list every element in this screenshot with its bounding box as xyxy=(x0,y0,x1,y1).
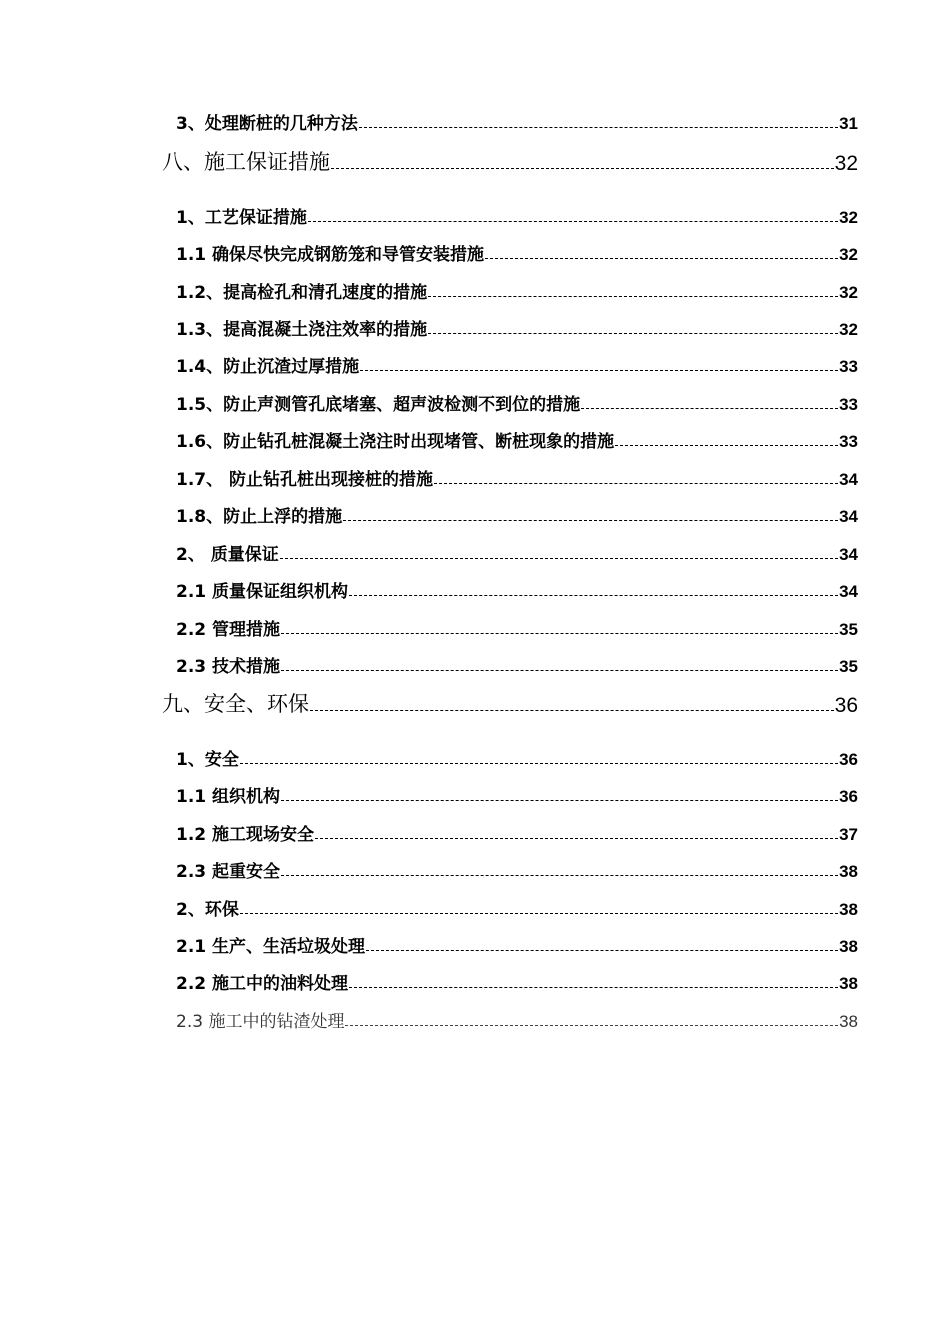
toc-entry-page-number: 33 xyxy=(839,395,858,414)
toc-entry-title: 1.5、防止声测管孔底堵塞、超声波检测不到位的措施 xyxy=(176,395,581,415)
toc-dot-leader xyxy=(281,633,838,634)
toc-entry[interactable] xyxy=(176,821,858,845)
toc-entry[interactable] xyxy=(176,933,858,957)
toc-entry[interactable] xyxy=(176,616,858,640)
toc-entry-page-number: 38 xyxy=(839,974,858,993)
toc-entry-title: 2.2 施工中的油料处理 xyxy=(176,974,349,994)
toc-entry-title: 九、安全、环保 xyxy=(162,692,309,716)
toc-entry[interactable] xyxy=(176,241,858,265)
toc-entry-title: 2.3 施工中的钻渣处理 xyxy=(176,1012,345,1032)
toc-dot-leader xyxy=(281,670,838,671)
toc-entry[interactable] xyxy=(176,896,858,920)
toc-entry[interactable] xyxy=(176,783,858,807)
toc-entry[interactable] xyxy=(176,1008,858,1032)
toc-entry-page-number: 32 xyxy=(839,208,858,227)
toc-entry-page-number: 34 xyxy=(839,582,858,601)
toc-entry-page-number: 31 xyxy=(839,114,858,133)
toc-entry-page-number: 38 xyxy=(839,900,858,919)
toc-entry-title: 2.1 质量保证组织机构 xyxy=(176,582,349,602)
toc-entry-page-number: 36 xyxy=(834,694,858,717)
toc-entry-page-number: 34 xyxy=(839,545,858,564)
toc-entry-title: 2.1 生产、生活垃圾处理 xyxy=(176,937,366,957)
toc-entry[interactable] xyxy=(176,746,858,770)
toc-entry-title: 2.2 管理措施 xyxy=(176,620,281,640)
toc-entry[interactable] xyxy=(176,316,858,340)
toc-entry[interactable] xyxy=(176,858,858,882)
toc-dot-leader xyxy=(581,408,838,409)
toc-entry[interactable] xyxy=(176,428,858,452)
toc-entry[interactable] xyxy=(176,466,858,490)
toc-entry-page-number: 36 xyxy=(839,750,858,769)
toc-entry-page-number: 38 xyxy=(839,862,858,881)
toc-dot-leader xyxy=(359,127,838,128)
toc-entry-title: 1.1 组织机构 xyxy=(176,787,281,807)
toc-entry[interactable] xyxy=(176,578,858,602)
toc-entry-page-number: 36 xyxy=(839,787,858,806)
toc-entry[interactable] xyxy=(176,204,858,228)
toc-dot-leader xyxy=(343,520,838,521)
toc-entry[interactable] xyxy=(162,690,858,718)
toc-entry-title: 2.3 起重安全 xyxy=(176,862,281,882)
toc-entry-title: 2.3 技术措施 xyxy=(176,657,281,677)
toc-dot-leader xyxy=(615,445,838,446)
toc-dot-leader xyxy=(331,168,834,169)
toc-dot-leader xyxy=(366,950,838,951)
toc-entry-page-number: 37 xyxy=(839,825,858,844)
toc-dot-leader xyxy=(428,296,838,297)
toc-entry-title: 1.1 确保尽快完成钢筋笼和导管安装措施 xyxy=(176,245,485,265)
toc-entry-page-number: 34 xyxy=(839,507,858,526)
toc-entry-page-number: 35 xyxy=(839,620,858,639)
toc-dot-leader xyxy=(485,258,838,259)
toc-entry-title: 3、处理断桩的几种方法 xyxy=(176,114,358,134)
toc-entry-title: 2、 质量保证 xyxy=(176,545,279,565)
toc-entry-page-number: 32 xyxy=(839,245,858,264)
toc-entry-page-number: 38 xyxy=(839,937,858,956)
toc-entry[interactable] xyxy=(176,541,858,565)
toc-entry[interactable] xyxy=(162,148,858,176)
toc-dot-leader xyxy=(434,483,838,484)
toc-entry-title: 1.3、提高混凝土浇注效率的措施 xyxy=(176,320,428,340)
toc-dot-leader xyxy=(360,370,838,371)
toc-entry[interactable] xyxy=(176,503,858,527)
toc-dot-leader xyxy=(280,558,838,559)
toc-dot-leader xyxy=(349,987,838,988)
toc-entry-title: 2、环保 xyxy=(176,900,239,920)
toc-entry-title: 1.6、防止钻孔桩混凝土浇注时出现堵管、断桩现象的措施 xyxy=(176,432,615,452)
toc-dot-leader xyxy=(240,763,838,764)
toc-entry-title: 1.7、 防止钻孔桩出现接桩的措施 xyxy=(176,470,434,490)
toc-entry-page-number: 35 xyxy=(839,657,858,676)
toc-entry-page-number: 33 xyxy=(839,432,858,451)
toc-entry-title: 1.8、防止上浮的措施 xyxy=(176,507,343,527)
toc-dot-leader xyxy=(310,710,834,711)
toc-entry-title: 1.2、提高检孔和清孔速度的措施 xyxy=(176,283,428,303)
toc-dot-leader xyxy=(281,800,838,801)
toc-entry[interactable] xyxy=(176,391,858,415)
toc-entry-title: 1.2 施工现场安全 xyxy=(176,825,315,845)
toc-entry-title: 1.4、防止沉渣过厚措施 xyxy=(176,357,360,377)
toc-dot-leader xyxy=(308,221,838,222)
toc-entry[interactable] xyxy=(176,970,858,994)
toc-entry-page-number: 34 xyxy=(839,470,858,489)
toc-dot-leader xyxy=(428,333,838,334)
toc-dot-leader xyxy=(315,838,838,839)
toc-entry-title: 1、安全 xyxy=(176,750,239,770)
toc-entry-page-number: 32 xyxy=(839,320,858,339)
toc-entry-page-number: 38 xyxy=(839,1012,858,1031)
toc-entry[interactable] xyxy=(176,110,858,134)
toc-dot-leader xyxy=(240,913,838,914)
toc-entry-title: 1、工艺保证措施 xyxy=(176,208,307,228)
toc-dot-leader xyxy=(349,595,838,596)
toc-entry-page-number: 32 xyxy=(834,152,858,175)
toc-entry[interactable] xyxy=(176,653,858,677)
toc-entry-title: 八、施工保证措施 xyxy=(162,150,330,174)
toc-entry-page-number: 32 xyxy=(839,283,858,302)
toc-entry[interactable] xyxy=(176,279,858,303)
toc-dot-leader xyxy=(345,1025,838,1026)
toc-entry[interactable] xyxy=(176,353,858,377)
toc-entry-page-number: 33 xyxy=(839,357,858,376)
toc-dot-leader xyxy=(281,875,838,876)
